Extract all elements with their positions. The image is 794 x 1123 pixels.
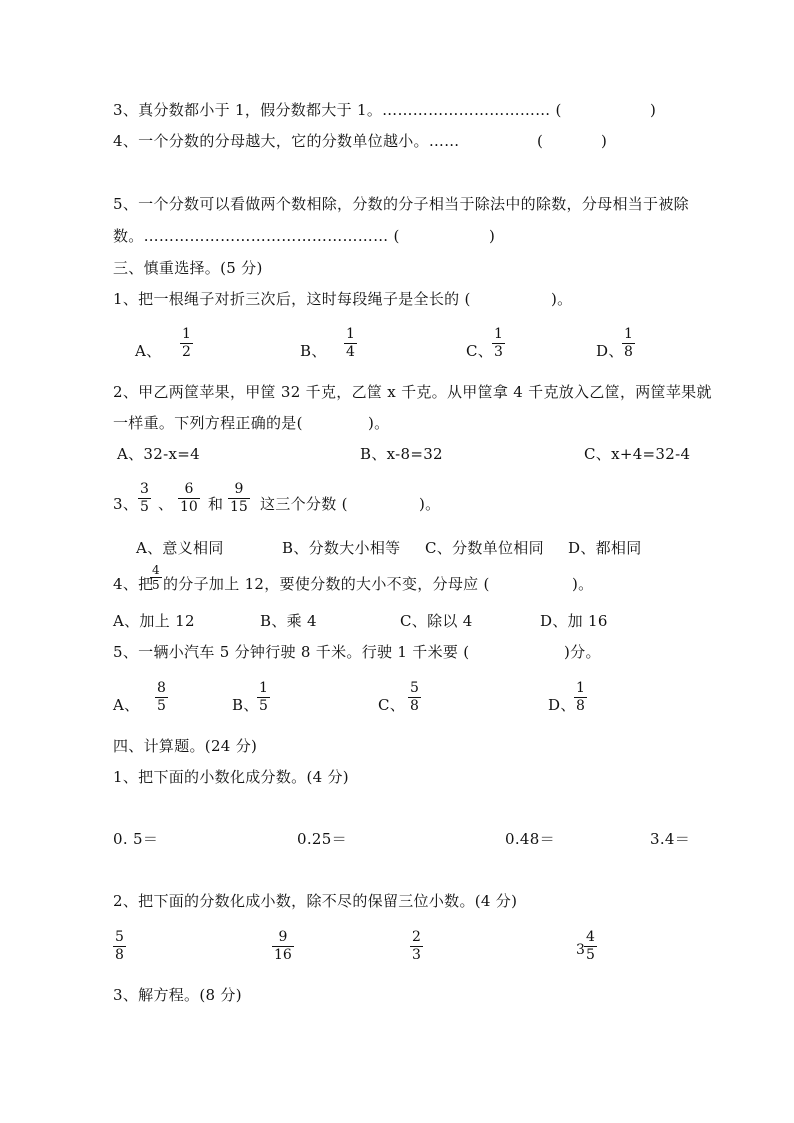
calc2-mixed-fraction: 4 5 bbox=[586, 929, 595, 963]
tf-question-5-answer-close: ) bbox=[489, 227, 496, 245]
mc2-option-a: A、32-x=4 bbox=[117, 445, 200, 463]
mc4-option-d: D、加 16 bbox=[540, 612, 608, 630]
mc1-option-d-fraction: 1 8 bbox=[624, 326, 633, 360]
mc1-option-a-fraction: 1 2 bbox=[182, 326, 191, 360]
mc4-option-a: A、加上 12 bbox=[113, 612, 195, 630]
mc-question-4-suffix: 的分子加上 12，要使分数的大小不变，分母应 ( bbox=[163, 575, 490, 593]
mc5-option-b-fraction: 1 5 bbox=[259, 680, 268, 714]
calc-question-2: 2、把下面的分数化成小数，除不尽的保留三位小数。(4 分) bbox=[113, 892, 518, 910]
mc1-option-d-label: D、 bbox=[596, 342, 624, 360]
mc5-option-d-label: D、 bbox=[548, 696, 576, 714]
section-4-heading: 四、计算题。(24 分) bbox=[113, 737, 258, 755]
mc2-option-c: C、x+4=32-4 bbox=[584, 445, 691, 463]
tf-question-4-answer-close: ) bbox=[601, 132, 608, 150]
mc4-fraction: 4 5 bbox=[152, 563, 160, 592]
mc-question-2-line2: 一样重。下列方程正确的是( bbox=[113, 414, 303, 432]
mc2-option-b: B、x-8=32 bbox=[360, 445, 443, 463]
calc-question-1: 1、把下面的小数化成分数。(4 分) bbox=[113, 768, 349, 786]
mc5-option-a-label: A、 bbox=[113, 696, 140, 714]
mc1-option-a-label: A、 bbox=[135, 342, 162, 360]
calc1-item-2: 0.25＝ bbox=[297, 830, 347, 848]
calc1-item-3: 0.48＝ bbox=[505, 830, 555, 848]
mc1-option-b-fraction: 1 4 bbox=[346, 326, 355, 360]
calc2-fraction-2: 9 16 bbox=[274, 929, 292, 963]
tf-question-5-line2: 数。………………………………………… ( bbox=[113, 227, 400, 245]
calc1-item-4: 3.4＝ bbox=[650, 830, 691, 848]
mc-question-4-prefix: 4、把 bbox=[113, 575, 154, 593]
mc-question-3-suffix: 这三个分数 ( bbox=[260, 495, 348, 513]
mc5-option-a-fraction: 8 5 bbox=[157, 680, 166, 714]
mc-question-3-sep2: 和 bbox=[208, 495, 224, 513]
tf-question-4: 4、一个分数的分母越大，它的分数单位越小。…… bbox=[113, 132, 460, 150]
mc3-option-d: D、都相同 bbox=[568, 539, 642, 557]
mc-question-3-close: )。 bbox=[419, 495, 441, 513]
mc5-option-c-label: C、 bbox=[378, 696, 406, 714]
mc1-option-c-fraction: 1 3 bbox=[494, 326, 503, 360]
mc-question-2-line1: 2、甲乙两筐苹果，甲筐 32 千克，乙筐 x 千克。从甲筐拿 4 千克放入乙筐，两筐苹果就 bbox=[113, 383, 712, 401]
mc-question-5: 5、一辆小汽车 5 分钟行驶 8 千米。行驶 1 千米要 ( bbox=[113, 643, 470, 661]
tf-question-4-answer-open: ( bbox=[537, 132, 544, 150]
calc2-mixed-whole: 3 bbox=[576, 942, 585, 958]
section-3-heading: 三、慎重选择。(5 分) bbox=[113, 259, 263, 277]
calc2-fraction-1: 5 8 bbox=[115, 929, 124, 963]
tf-question-3: 3、真分数都小于 1，假分数都大于 1。…………………………… ( bbox=[113, 101, 562, 119]
tf-question-3-answer-close: ) bbox=[650, 101, 657, 119]
tf-question-5-line1: 5、一个分数可以看做两个数相除，分数的分子相当于除法中的除数，分母相当于被除 bbox=[113, 195, 689, 213]
mc-question-3-sep1: 、 bbox=[158, 495, 174, 513]
mc1-option-b-label: B、 bbox=[300, 342, 327, 360]
mc5-option-d-fraction: 1 8 bbox=[576, 680, 585, 714]
calc-question-3: 3、解方程。(8 分) bbox=[113, 986, 242, 1004]
mc-question-4-close: )。 bbox=[572, 575, 594, 593]
mc5-option-c-fraction: 5 8 bbox=[410, 680, 419, 714]
calc2-fraction-3: 2 3 bbox=[412, 929, 421, 963]
mc4-option-b: B、乘 4 bbox=[260, 612, 317, 630]
mc-question-1-close: )。 bbox=[551, 290, 573, 308]
mc3-option-c: C、分数单位相同 bbox=[425, 539, 544, 557]
mc-question-2-close: )。 bbox=[368, 414, 390, 432]
mc-question-5-close: )分。 bbox=[564, 643, 601, 661]
mc3-option-b: B、分数大小相等 bbox=[282, 539, 401, 557]
mc3-fraction-2: 6 10 bbox=[180, 481, 198, 515]
mc3-fraction-1: 3 5 bbox=[140, 481, 149, 515]
mc-question-3-prefix: 3、 bbox=[113, 495, 139, 513]
mc5-option-b-label: B、 bbox=[232, 696, 259, 714]
mc3-fraction-3: 9 15 bbox=[230, 481, 248, 515]
calc1-item-1: 0. 5＝ bbox=[113, 830, 159, 848]
mc-question-1: 1、把一根绳子对折三次后，这时每段绳子是全长的 ( bbox=[113, 290, 471, 308]
mc4-option-c: C、除以 4 bbox=[400, 612, 473, 630]
mc1-option-c-label: C、 bbox=[466, 342, 494, 360]
mc3-option-a: A、意义相同 bbox=[136, 539, 224, 557]
